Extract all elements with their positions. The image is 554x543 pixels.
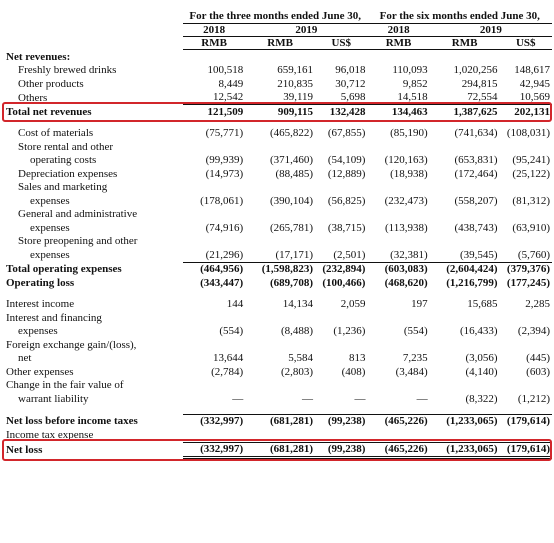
- value-cell: (2,784): [211, 365, 244, 378]
- row-label: warrant liability: [18, 392, 89, 405]
- value-cell: (332,997): [183, 414, 245, 428]
- row-label: Total operating expenses: [6, 263, 122, 275]
- value-cell: 144: [226, 298, 244, 311]
- value-cell: (741,634): [454, 127, 498, 140]
- row-label: Cost of materials: [18, 127, 94, 140]
- value-cell: —: [232, 392, 244, 405]
- currency-header: US$: [500, 37, 552, 50]
- value-cell: (14,973): [205, 167, 244, 180]
- period-header-three-months: For the three months ended June 30,: [183, 10, 367, 24]
- value-cell: (2,803): [280, 365, 314, 378]
- value-cell: (379,376): [500, 262, 552, 276]
- income-statement-table: [4, 10, 552, 459]
- value-cell: 13,644: [212, 352, 244, 365]
- value-cell: (75,771): [205, 127, 244, 140]
- row-label: Freshly brewed drinks: [18, 64, 117, 77]
- value-cell: (371,460): [269, 154, 314, 167]
- value-cell: (603,083): [367, 262, 429, 276]
- table-row-freshly-brewed-drinks: [4, 64, 552, 78]
- value-cell: (18,938): [390, 167, 428, 180]
- table-row-foreign-exchange-label: [4, 338, 552, 352]
- value-cell: 202,131: [500, 105, 552, 119]
- value-cell: (554): [403, 325, 428, 338]
- currency-header: RMB: [183, 37, 245, 50]
- year-header: 2018: [367, 24, 429, 37]
- table-row-fair-value-warrant-label: [4, 379, 552, 393]
- value-cell: 14,518: [397, 91, 428, 104]
- table-row-income-tax-expense: [4, 428, 552, 442]
- value-cell: (390,104): [269, 194, 314, 207]
- value-cell: (3,484): [395, 365, 428, 378]
- row-label: Operating loss: [6, 276, 75, 289]
- value-cell: (63,910): [512, 221, 550, 234]
- value-cell: 110,093: [392, 64, 428, 77]
- value-cell: (689,708): [269, 276, 314, 289]
- table-row-sales-marketing: [4, 194, 552, 208]
- currency-header: US$: [315, 37, 367, 50]
- row-label: Change in the fair value of: [6, 379, 124, 392]
- value-cell: (408): [341, 365, 366, 378]
- value-cell: 148,617: [514, 64, 550, 77]
- value-cell: —: [416, 392, 428, 405]
- value-cell: (464,956): [183, 262, 245, 276]
- row-label: expenses: [30, 249, 70, 261]
- value-cell: (95,241): [512, 154, 550, 167]
- year-header: 2019: [430, 24, 552, 37]
- value-cell: (120,163): [384, 154, 428, 167]
- value-cell: (100,466): [322, 276, 366, 289]
- value-cell: (8,322): [465, 392, 498, 405]
- value-cell: (558,207): [454, 194, 498, 207]
- row-label: Store preopening and other: [18, 235, 138, 248]
- value-cell: 2,285: [525, 298, 550, 311]
- value-cell: 294,815: [461, 77, 498, 90]
- value-cell: 8,449: [218, 77, 244, 90]
- row-label: Interest and financing: [6, 311, 102, 324]
- value-cell: (1,598,823): [245, 262, 315, 276]
- value-cell: 42,945: [519, 77, 550, 90]
- table-row-net-loss: [4, 442, 552, 458]
- table-row-store-rental-label: [4, 140, 552, 154]
- row-label: Interest income: [6, 298, 75, 311]
- value-cell: (232,894): [315, 262, 367, 276]
- table-row-store-preopening-label: [4, 235, 552, 249]
- value-cell: 96,018: [335, 64, 366, 77]
- table-row-general-admin: [4, 221, 552, 235]
- value-cell: (1,212): [517, 392, 550, 405]
- value-cell: (465,226): [367, 414, 429, 428]
- value-cell: (17,171): [275, 248, 314, 261]
- value-cell: (465,226): [367, 442, 429, 458]
- value-cell: (465,822): [269, 127, 314, 140]
- value-cell: (2,394): [517, 325, 550, 338]
- section-label-net-revenues: Net revenues:: [6, 50, 71, 63]
- value-cell: (343,447): [200, 276, 244, 289]
- value-cell: [315, 428, 367, 442]
- row-label: expenses: [18, 325, 58, 338]
- value-cell: (2,604,424): [430, 262, 500, 276]
- value-cell: 1,020,256: [453, 64, 498, 77]
- value-cell: (177,245): [506, 276, 550, 289]
- value-cell: (74,916): [205, 221, 244, 234]
- row-label: Sales and marketing: [18, 181, 108, 194]
- table-row-operating-loss: [4, 276, 552, 290]
- value-cell: 121,509: [183, 105, 245, 119]
- value-cell: (2,501): [333, 248, 366, 261]
- year-header: 2019: [245, 24, 367, 37]
- value-cell: (25,122): [512, 167, 550, 180]
- row-label: net: [18, 352, 32, 365]
- row-label: General and administrative: [18, 208, 138, 221]
- value-cell: [500, 428, 552, 442]
- value-cell: [183, 428, 245, 442]
- value-cell: 10,569: [519, 91, 550, 104]
- value-cell: 12,542: [212, 91, 244, 104]
- value-cell: (681,281): [245, 414, 315, 428]
- currency-header: RMB: [430, 37, 500, 50]
- value-cell: (99,238): [315, 442, 367, 458]
- value-cell: 15,685: [467, 298, 498, 311]
- table-row-sales-marketing-label: [4, 181, 552, 195]
- value-cell: (3,056): [465, 352, 498, 365]
- value-cell: (468,620): [384, 276, 428, 289]
- table-row-net-loss-before-tax: [4, 414, 552, 428]
- table-row-general-admin-label: [4, 208, 552, 222]
- value-cell: 197: [411, 298, 428, 311]
- value-cell: —: [302, 392, 314, 405]
- value-cell: 909,115: [245, 105, 315, 119]
- value-cell: (99,238): [315, 414, 367, 428]
- table-row-others: [4, 91, 552, 105]
- row-label: Total net revenues: [6, 105, 92, 118]
- value-cell: (67,855): [327, 127, 366, 140]
- row-label: Net loss: [6, 443, 43, 456]
- value-cell: (4,140): [465, 365, 498, 378]
- table-row-total-net-revenues: [4, 105, 552, 119]
- value-cell: 72,554: [467, 91, 498, 104]
- value-cell: (21,296): [205, 248, 244, 261]
- value-cell: 7,235: [402, 352, 428, 365]
- value-cell: (232,473): [384, 194, 428, 207]
- value-cell: (32,381): [390, 248, 428, 261]
- row-label: Store rental and other: [18, 140, 113, 153]
- value-cell: (554): [219, 325, 244, 338]
- row-label: Depreciation expenses: [18, 167, 118, 180]
- table-row-depreciation: [4, 167, 552, 181]
- value-cell: (1,233,065): [430, 442, 500, 458]
- value-cell: (54,109): [327, 154, 366, 167]
- value-cell: (8,488): [280, 325, 314, 338]
- row-label: Other products: [18, 77, 84, 90]
- row-label: expenses: [30, 194, 70, 207]
- value-cell: 1,387,625: [430, 105, 500, 119]
- table-row-store-preopening: [4, 248, 552, 262]
- row-label: Income tax expense: [6, 429, 94, 441]
- value-cell: (1,216,799): [446, 276, 498, 289]
- value-cell: (1,233,065): [430, 414, 500, 428]
- value-cell: (681,281): [245, 442, 315, 458]
- value-cell: 30,712: [335, 77, 366, 90]
- year-header: 2018: [183, 24, 245, 37]
- table-row-fair-value-warrant: [4, 392, 552, 406]
- value-cell: 659,161: [277, 64, 314, 77]
- value-cell: (172,464): [454, 167, 498, 180]
- value-cell: [367, 428, 429, 442]
- value-cell: —: [354, 392, 366, 405]
- value-cell: (56,825): [327, 194, 366, 207]
- table-row-store-rental: [4, 154, 552, 168]
- value-cell: 100,518: [207, 64, 244, 77]
- value-cell: 39,119: [283, 91, 314, 104]
- value-cell: (39,545): [459, 248, 498, 261]
- value-cell: (12,889): [327, 167, 366, 180]
- row-label: Foreign exchange gain/(loss),: [6, 338, 137, 351]
- table-row-foreign-exchange: [4, 352, 552, 366]
- value-cell: (38,715): [327, 221, 366, 234]
- row-label: Net loss before income taxes: [6, 415, 138, 427]
- value-cell: (99,939): [205, 154, 244, 167]
- value-cell: (108,031): [506, 127, 550, 140]
- value-cell: (603): [526, 365, 550, 378]
- value-cell: (88,485): [275, 167, 314, 180]
- value-cell: 14,134: [282, 298, 314, 311]
- value-cell: (178,061): [200, 194, 244, 207]
- value-cell: (179,614): [500, 442, 552, 458]
- value-cell: (81,312): [512, 194, 550, 207]
- table-row-total-operating-expenses: [4, 262, 552, 276]
- value-cell: 134,463: [367, 105, 429, 119]
- value-cell: (179,614): [500, 414, 552, 428]
- currency-header: RMB: [367, 37, 429, 50]
- value-cell: 210,835: [277, 77, 314, 90]
- row-label: Others: [18, 91, 48, 104]
- table-row-interest-financing-label: [4, 311, 552, 325]
- value-cell: 132,428: [315, 105, 367, 119]
- table-row-interest-income: [4, 298, 552, 312]
- value-cell: 813: [348, 352, 366, 365]
- value-cell: (5,760): [517, 248, 550, 261]
- value-cell: 5,584: [288, 352, 314, 365]
- value-cell: (445): [526, 352, 550, 365]
- value-cell: 9,852: [402, 77, 428, 90]
- value-cell: 5,698: [340, 91, 366, 104]
- value-cell: 2,059: [340, 298, 366, 311]
- table-row-other-expenses: [4, 365, 552, 379]
- value-cell: (85,190): [390, 127, 428, 140]
- value-cell: (438,743): [454, 221, 498, 234]
- value-cell: (265,781): [269, 221, 314, 234]
- value-cell: (16,433): [459, 325, 498, 338]
- value-cell: (653,831): [454, 154, 498, 167]
- period-header-six-months: For the six months ended June 30,: [367, 10, 552, 24]
- row-label: expenses: [30, 221, 70, 234]
- value-cell: [430, 428, 500, 442]
- currency-header: RMB: [245, 37, 315, 50]
- value-cell: (332,997): [183, 442, 245, 458]
- row-label: operating costs: [30, 154, 97, 167]
- table-row-cost-of-materials: [4, 127, 552, 141]
- table-row-other-products: [4, 77, 552, 91]
- value-cell: (113,938): [385, 221, 428, 234]
- value-cell: (1,236): [333, 325, 366, 338]
- row-label: Other expenses: [6, 365, 74, 378]
- value-cell: [245, 428, 315, 442]
- table-row-interest-financing: [4, 325, 552, 339]
